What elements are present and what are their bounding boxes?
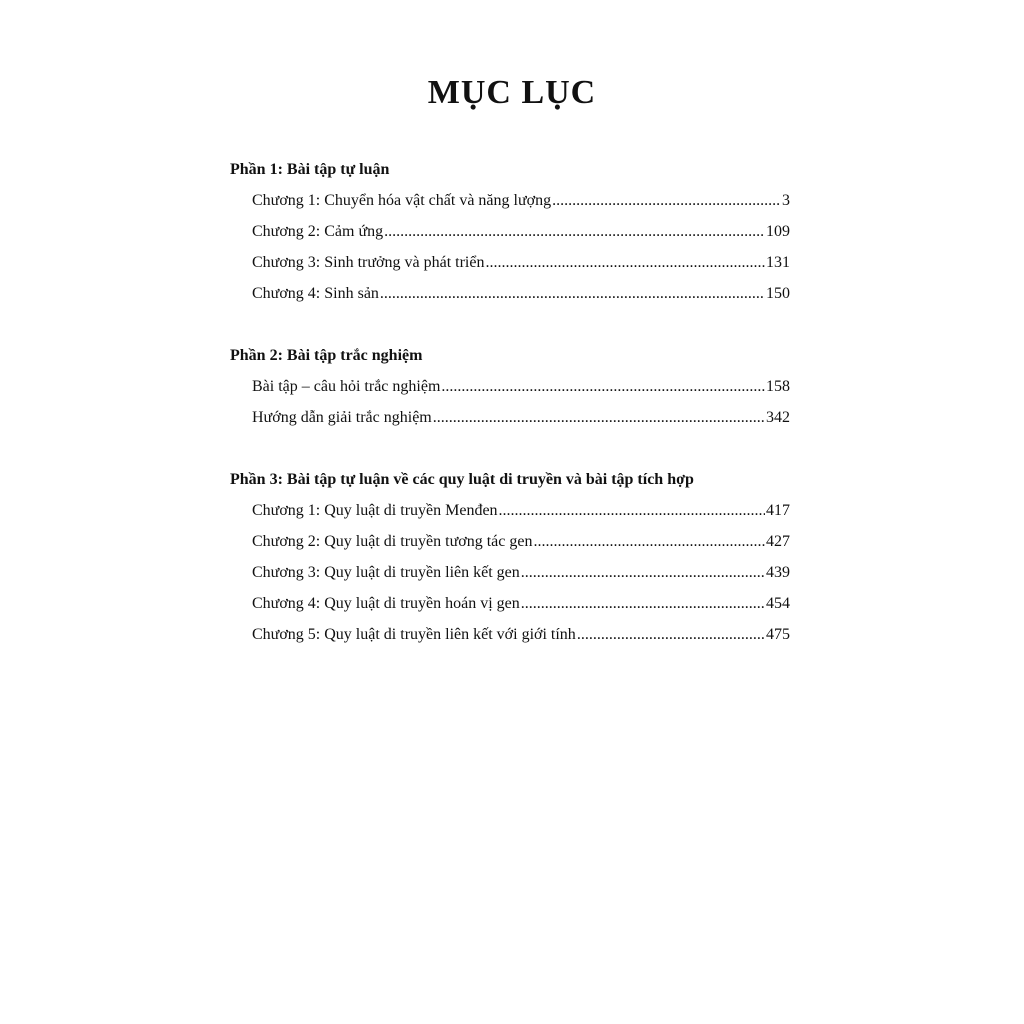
dot-leader — [485, 247, 765, 278]
toc-entry — [230, 619, 790, 650]
table-of-contents — [230, 154, 790, 650]
page-title: MỤC LỤC — [427, 74, 597, 111]
dot-leader — [441, 371, 765, 402]
toc-entry — [230, 495, 790, 526]
entry-label: Chương 2: Quy luật di truyền tương tác gen — [252, 533, 533, 550]
entry-page-number: 475 — [766, 626, 790, 643]
section-heading: Phần 1: Bài tập tự luận — [230, 161, 390, 178]
toc-entry — [230, 588, 790, 619]
entry-page-number: 454 — [766, 595, 790, 612]
entry-page-number: 109 — [766, 223, 790, 240]
entry-page-number: 439 — [766, 564, 790, 581]
toc-section-2 — [230, 340, 790, 433]
entry-label: Chương 4: Quy luật di truyền hoán vị gen — [252, 595, 520, 612]
entry-label: Chương 5: Quy luật di truyền liên kết với giới tính — [252, 626, 576, 643]
dot-leader — [577, 619, 765, 650]
entry-label: Chương 2: Cảm ứng — [252, 223, 384, 240]
toc-section-1 — [230, 154, 790, 309]
section-heading: Phần 2: Bài tập trắc nghiệm — [230, 347, 423, 364]
entry-page-number: 342 — [766, 409, 790, 426]
dot-leader — [533, 526, 765, 557]
entry-page-number: 158 — [766, 378, 790, 395]
entry-page-number: 131 — [766, 254, 790, 271]
section-heading: Phần 3: Bài tập tự luận về các quy luật di truyền và bài tập tích hợp — [230, 471, 694, 488]
toc-section-3 — [230, 464, 790, 650]
toc-entry — [230, 557, 790, 588]
toc-entry — [230, 247, 790, 278]
toc-entry — [230, 278, 790, 309]
dot-leader — [380, 278, 765, 309]
entry-page-number: 427 — [766, 533, 790, 550]
dot-leader — [433, 402, 765, 433]
dot-leader — [552, 185, 781, 216]
dot-leader — [521, 557, 765, 588]
toc-entry — [230, 526, 790, 557]
entry-label: Chương 4: Sinh sản — [252, 285, 379, 302]
entry-page-number: 3 — [782, 192, 790, 209]
dot-leader — [384, 216, 765, 247]
entry-label: Chương 1: Quy luật di truyền Menđen — [252, 502, 498, 519]
toc-entry — [230, 371, 790, 402]
entry-page-number: 150 — [766, 285, 790, 302]
toc-entry — [230, 402, 790, 433]
dot-leader — [521, 588, 765, 619]
entry-label: Chương 3: Quy luật di truyền liên kết gen — [252, 564, 520, 581]
toc-entry — [230, 185, 790, 216]
entry-label: Hướng dẫn giải trắc nghiệm — [252, 409, 432, 426]
dot-leader — [499, 495, 765, 526]
entry-label: Chương 1: Chuyển hóa vật chất và năng lượng — [252, 192, 552, 209]
entry-label: Bài tập – câu hỏi trắc nghiệm — [252, 378, 441, 395]
entry-page-number: 417 — [766, 502, 790, 519]
entry-label: Chương 3: Sinh trưởng và phát triển — [252, 254, 485, 271]
toc-entry — [230, 216, 790, 247]
